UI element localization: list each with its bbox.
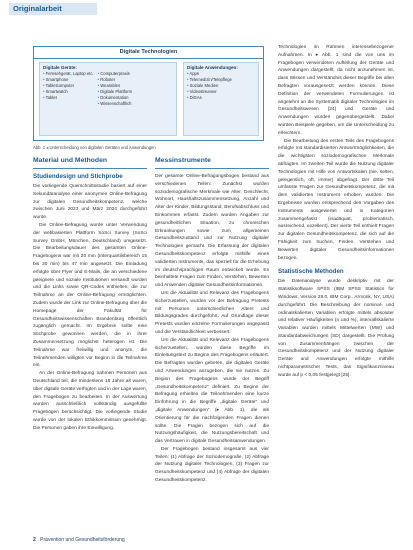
section-divider [33,168,147,169]
paragraph: Der gesamte Online-Befragungsbogen bestand aus verschiedenen Teilen: Zunächst wurden soziodemografische Merkmale wie Alter, Geschlecht, Wohnort, Haushaltszusammensetzung, Anzahl und Alter der Kinder, Bildungsstand, Berufsabschluss und Einkommen erfasst. Zudem wurden Angaben zur gesundheitlichen Situation, zu chronischen Erkrankungen sowie zum allgemeinen Gesundheitszustand und zur Nutzung digitaler Technologien gemacht. Die Erfassung der digitalen Gesundheitskompetenz erfolgte mithilfe eines validierten Instruments, das speziell für die Erhebung im deutschsprachigen Raum entwickelt wurde. Es beinhaltete Fragen zum Finden, Verstehen, Bewerten und Anwenden digitaler Gesundheitsinformationen. [155,174,269,289]
figure-applications-heading: Digitale Anwendungen: [187,65,238,70]
paragraph: An der Online-Befragung nahmen Personen aus Deutschland teil, die mindestens 18 Jahre alt waren, über digitale Geräte verfügten und in der Lage waren, den Fragebogen zu bearbeiten. In der Auswertung wurden ausschließlich vollständig ausgefüllte Fragebögen berücksichtigt. Die vorliegende Studie wurde von der lokalen Ethikkommission genehmigt. Die Personen gaben ihre Einwilligung. [33,371,147,431]
list-item: • DiGAs [187,95,255,101]
page-footer [33,537,125,543]
paragraph: Technologien im Rahmen interessebezogener Aufnahmen. In ▸ Abb. 1 sind die von uns im Fragebogen verwendeten Aufteilung der Geräte und Anwendungen dargestellt, da nicht anzunehmen ist, dass Wissen und Verständnis dieser Begriffe bei allen Befragten vorausgesetzt werden können. Diese Definition der verwendeten Formulierungen ist angelehnt an die Systematik digitaler Technologien im Gesundheitswesen [24] und Geräte und Anwendungen wurden gegenübergestellt. Dabei wurden Beispiele gegeben, um die Unterscheidung zu erleichtern. [278,45,394,136]
paragraph: Der Fragebogen bestand insgesamt aus vier Teilen: (1) Abfrage der Soziodemografie, (2) Abfrage der Nutzung digitaler Technologien, (3) Fragen zur Gesundheitskompetenz und (4) Abfrage der digitalen Gesundheitskompetenz. [155,446,269,484]
list-item: • Soziale Medien [187,83,255,89]
list-item: • Smartphone [43,77,94,83]
figure-caption: Abb. 1 ◂ Unterscheidung von digitalen Geräten und Anwendungen [33,145,156,150]
list-item: • Digitale Plattform [98,89,133,95]
list-item: • Apps [187,71,255,77]
list-item: • Smartwatch [43,89,94,95]
list-item: • Roboter [98,77,133,83]
list-item: • Dokumentation [98,95,133,101]
figure-title: Digitale Technologien [34,47,263,59]
figure-devices-list-1 [43,71,94,108]
text-column-1 [33,156,147,433]
list-item: • Tablet [43,95,94,101]
paragraph: Um die Aktualität und Relevanz des Fragebogens sicherzustellen, wurden diese Begriffe im Einleitungstext zu Beginn des Fragebogens erläutert. Die Befragten wurden gebeten, die digitalen Geräte und Anwendungen anzugeben, die sie nutzen. Zu Beginn des Fragebogens wurde der Begriff „Gesundheitskompetenz" definiert. Zu Beginn der Befragung erhielten die Teilnehmenden eine kurze Einführung in die Begriffe „digitale Geräte" und „digitale Anwendungen" (▸ Abb. 1), die als Orientierung für die nachfolgenden Fragen dienen sollte. Die Fragen bezogen sich auf die Nutzungshäufigkeit, die Nutzungsbereitschaft und das Vertrauen in digitale Gesundheitsanwendungen. [155,337,269,445]
list-item: • Fernsehgerät, Laptop etc. [43,71,94,77]
figure-devices-box [39,62,177,136]
list-item: • Wearables [98,83,133,89]
text-column-2 [155,156,269,485]
page-number: 2 [33,537,36,543]
subsection-heading-statistics: Statistische Methoden [278,268,344,276]
list-item: • Computerpraxis [98,71,133,77]
list-item: • Videostreamer [187,89,255,95]
subsection-heading-design: Studiendesign und Stichprobe [33,173,123,180]
figure-devices-list-2 [98,71,133,108]
figure-devices-heading: Digitale Geräte: [43,65,77,70]
paragraph: Die vorliegende Querschnittsstudie basiert auf einer Sekundäranalyse einer anonymen Online-Befragung zur digitalen Gesundheitskompetenz, welche zwischen Juni 2023 und März 2024 durchgeführt wurde. [33,184,147,221]
paragraph: Um die Aktualität und Relevanz des Fragebogens sicherzustellen, wurden vor der Befragung Pretests mit Personen unterschiedlichen Alters und Bildungsgrades durchgeführt. Auf Grundlage dieser Pretests wurden einzelne Formulierungen angepasst und die Verständlichkeit verbessert. [155,290,269,335]
list-item: • Telemedizin/Telepflege [187,77,255,83]
section-divider [155,168,269,169]
figure-applications-list [187,71,255,101]
figure-digital-technologies [33,46,264,141]
paragraph: Die Online-Befragung wurde unter Verwendung der webbasierten Plattform SoSci Survey (SoSci Survey GmbH, München, Deutschland) umgesetzt. Die Bearbeitungsdauer des gesamten Online-Fragebogens war mit 20 min (Interquartilsbereich 15 bis 30 min) bis 47 min angesetzt. Die Einladung erfolgte über Flyer und E-Mails, die an verschiedene geeignete und soziale Institutionen versandt wurden und die Links sowie QR-Codes enthielten, die zur Teilnahme an der Online-Befragung ermöglichten. Zudem wurde der Link zur Online-Befragung über die Homepage der Fakultät für Gesundheitswissenschaften Brandenburg öffentlich zugänglich gemacht. Im Ergebnis sollte eine Stichprobe gewonnen werden, die in ihrer Zusammensetzung möglichst heterogen ist. Die Teilnahme war freiwillig und anonym, die Teilnehmenden willigten vor Beginn in die Teilnahme ein. [33,222,147,369]
list-item: • Tabletcomputer [43,83,94,89]
paragraph: Die Datenanalyse wurde deskriptiv mit der Statistiksoftware SPSS (IBM SPSS Statistics for Windows, Version 28.0, IBM Corp., Armonk, NY, USA) durchgeführt. Die Beschreibung der nominal- und ordinalskalierten Variablen erfolgte mittels absoluter und relativer Häufigkeiten (n und %), intervallskalierte Variablen wurden mittels Mittelwerten (MW) und Standardabweichungen (SD) dargestellt. Die Prüfung von Zusammenhängen zwischen der Gesundheitskompetenz und der Nutzung digitaler Geräte und Anwendungen erfolgte mithilfe nichtparametrischer Tests, das Signifikanzniveau wurde auf p < 0,05 festgelegt [25]. [278,279,394,378]
journal-name: Prävention und Gesundheitsförderung [40,537,125,543]
figure-applications-box [183,62,259,136]
list-item: • Wissenschaftlich [98,101,133,107]
paragraph: Die Bearbeitung des ersten Teils des Fragebogens erfolgte mit standardisierten Antwortmöglichkeiten, die die wichtigsten soziodemografischen Merkmale abfragten. Im zweiten Teil wurde die Nutzung digitaler Technologien mit Hilfe von Antwortskalen (nie, selten, gelegentlich, oft, immer) abgefragt. Der dritte Teil umfasste Fragen zur Gesundheitskompetenz, die mit dem validierten Instrument erhoben wurden. Die Ergebnisse wurden entsprechend den Vorgaben des Instruments ausgewertet und in Kategorien zusammengefasst (inadäquat, problematisch, ausreichend, exzellent). Der vierte Teil enthielt Fragen zur digitalen Gesundheitskompetenz, die sich auf die Fähigkeit zum Suchen, Finden, Verstehen und Bewerten digitaler Gesundheitsinformationen bezogen. [278,138,394,261]
section-heading-methods: Material und Methoden [33,157,108,164]
section-heading-instruments: Messinstrumente [155,157,211,164]
article-type-tag: Originalarbeit [9,3,97,15]
text-column-3 [278,44,394,380]
